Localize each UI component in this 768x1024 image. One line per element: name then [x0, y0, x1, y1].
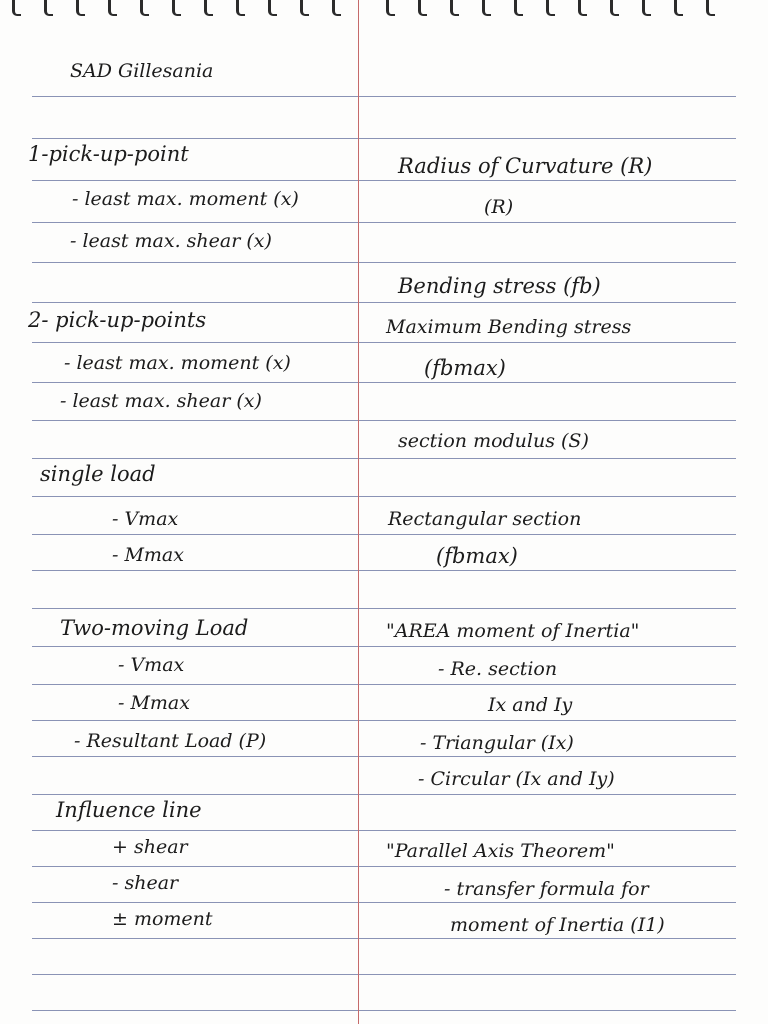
spiral-ring	[268, 0, 277, 16]
ruled-line	[32, 938, 736, 939]
ruled-line	[32, 96, 736, 97]
spiral-ring	[610, 0, 619, 16]
note-right: Ix and Iy	[488, 694, 573, 716]
spiral-ring	[450, 0, 459, 16]
ruled-line	[32, 496, 736, 497]
note-left: - least max. moment (x)	[64, 352, 291, 374]
spiral-ring	[236, 0, 245, 16]
note-left: 2- pick-up-points	[28, 308, 207, 332]
spiral-ring	[76, 0, 85, 16]
note-left: Two-moving Load	[60, 616, 249, 640]
spiral-ring	[44, 0, 53, 16]
note-right: - Circular (Ix and Iy)	[418, 768, 615, 790]
note-right: (R)	[484, 196, 514, 218]
page-title: SAD Gillesania	[70, 60, 214, 82]
note-right: "AREA moment of Inertia"	[386, 620, 640, 642]
ruled-line	[32, 180, 736, 181]
ruled-line	[32, 222, 736, 223]
note-left: - least max. shear (x)	[60, 390, 262, 412]
ruled-line	[32, 262, 736, 263]
note-right: Maximum Bending stress	[386, 316, 632, 338]
ruled-line	[32, 302, 736, 303]
note-right: section modulus (S)	[398, 430, 589, 452]
spiral-ring	[418, 0, 427, 16]
spiral-ring	[578, 0, 587, 16]
note-left: - Vmax	[112, 508, 179, 530]
note-left: - Mmax	[112, 544, 184, 566]
ruled-line	[32, 974, 736, 975]
note-left: ± moment	[112, 908, 213, 930]
note-right: moment of Inertia (I1)	[450, 914, 665, 936]
ruled-line	[32, 382, 736, 383]
note-left: 1-pick-up-point	[28, 142, 189, 166]
spiral-ring	[514, 0, 523, 16]
ruled-line	[32, 720, 736, 721]
ruled-line	[32, 646, 736, 647]
spiral-ring	[546, 0, 555, 16]
ruled-line	[32, 570, 736, 571]
ruled-line	[32, 608, 736, 609]
spiral-ring	[642, 0, 651, 16]
spiral-ring	[140, 0, 149, 16]
note-left: - Vmax	[118, 654, 185, 676]
ruled-line	[32, 420, 736, 421]
note-left: - least max. moment (x)	[72, 188, 299, 210]
note-left: single load	[40, 462, 156, 486]
margin-line	[358, 0, 359, 1024]
ruled-line	[32, 756, 736, 757]
spiral-ring	[386, 0, 395, 16]
note-right: (fbmax)	[436, 544, 518, 568]
spiral-ring	[12, 0, 21, 16]
spiral-ring	[108, 0, 117, 16]
spiral-ring	[300, 0, 309, 16]
ruled-line	[32, 902, 736, 903]
note-left: - Resultant Load (P)	[74, 730, 267, 752]
note-right: Radius of Curvature (R)	[398, 154, 653, 178]
note-right: (fbmax)	[424, 356, 506, 380]
ruled-line	[32, 342, 736, 343]
ruled-line	[32, 138, 736, 139]
ruled-line	[32, 794, 736, 795]
ruled-line	[32, 866, 736, 867]
note-right: Bending stress (fb)	[398, 274, 601, 298]
note-left: - least max. shear (x)	[70, 230, 272, 252]
note-right: - Triangular (Ix)	[420, 732, 574, 754]
ruled-line	[32, 684, 736, 685]
spiral-binding	[0, 0, 768, 22]
spiral-ring	[482, 0, 491, 16]
note-left: Influence line	[56, 798, 202, 822]
ruled-line	[32, 458, 736, 459]
note-left: + shear	[112, 836, 188, 858]
note-right: - transfer formula for	[444, 878, 649, 900]
ruled-line	[32, 830, 736, 831]
spiral-ring	[706, 0, 715, 16]
note-left: - Mmax	[118, 692, 190, 714]
ruled-line	[32, 1010, 736, 1011]
ruled-line	[32, 534, 736, 535]
note-left: - shear	[112, 872, 179, 894]
spiral-ring	[332, 0, 341, 16]
note-right: Rectangular section	[388, 508, 582, 530]
spiral-ring	[204, 0, 213, 16]
spiral-ring	[172, 0, 181, 16]
note-right: - Re. section	[438, 658, 558, 680]
note-right: "Parallel Axis Theorem"	[386, 840, 615, 862]
spiral-ring	[674, 0, 683, 16]
